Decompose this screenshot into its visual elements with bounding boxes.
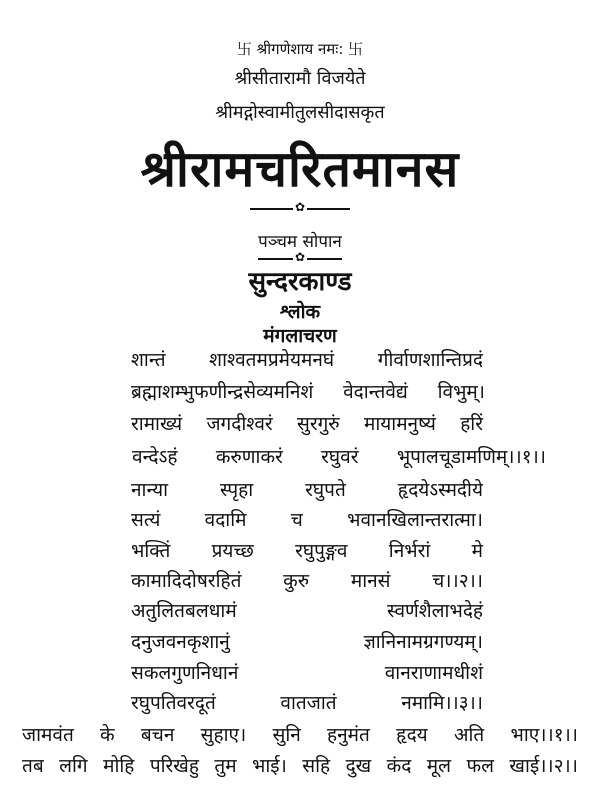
verse-word: च।।२।। [432, 570, 483, 592]
shloka-line [131, 659, 483, 685]
caupai-line [22, 721, 578, 747]
swastika-icon-left: 卐 [236, 40, 252, 58]
visarga-colon: : [338, 40, 344, 58]
kand-heading: सुन्दरकाण्ड [248, 267, 352, 297]
shloka-line [131, 506, 483, 532]
verse-word: अतुलितबलधामं [131, 600, 237, 622]
verse-word: वानराणामधीशं [384, 662, 483, 684]
mangalacharan-heading: मंगलाचरण [263, 325, 337, 347]
verse-word: बचन [140, 724, 175, 746]
verse-word: सुरगुरुं [296, 413, 340, 435]
shloka-line [131, 346, 483, 372]
shloka-line [131, 410, 483, 436]
verse-word: भक्तिं [131, 540, 171, 562]
verse-word: कामादिदोषरहितं [131, 570, 242, 592]
verse-word: भवानखिलान्तरात्मा। [347, 509, 483, 531]
verse-word: तुम [214, 755, 237, 777]
shloka-line [131, 567, 483, 593]
verse-word: रघुपुङ्गव [295, 540, 348, 562]
sopan-heading: पञ्चम सोपान [258, 232, 342, 252]
verse-word: वातजातं [280, 692, 337, 714]
verse-word: रघुवरं [321, 446, 359, 468]
swastika-icon-right: 卐 [348, 40, 364, 58]
verse-word: कुरु [283, 570, 310, 592]
verse-word: हृदयेऽस्मदीये [397, 479, 483, 501]
ornament-divider-1 [250, 202, 350, 214]
shloka-line [131, 597, 483, 623]
verse-word: सकलगुणनिधानं [131, 662, 239, 684]
verse-word: रघुपतिवरदूतं [131, 692, 216, 714]
shloka-line [131, 378, 485, 404]
author-line: श्रीमद्गोस्वामीतुलसीदासकृत [215, 102, 385, 123]
verse-word: नान्या [131, 479, 169, 501]
verse-word: सत्यं [131, 509, 161, 531]
verse-word: रामाख्यं [131, 413, 183, 435]
shloka-line [131, 628, 483, 654]
invocation-text: श्रीगणेशाय नमः [256, 40, 339, 58]
verse-word: निर्भरां [388, 540, 431, 562]
verse-word: सुनि [272, 724, 301, 746]
verse-word: हनुमंत [327, 724, 370, 746]
verse-word: ज्ञानिनामग्रगण्यम्। [363, 631, 483, 653]
verse-word: लगि [59, 755, 88, 777]
verse-word: च [290, 509, 303, 531]
verse-word: मायामनुष्यं [363, 413, 436, 435]
verse-word: स्वर्णशैलाभदेहं [387, 600, 483, 622]
verse-word: वदामि [204, 509, 247, 531]
verse-word: करुणाकरं [215, 446, 283, 468]
verse-word: फल [466, 755, 494, 777]
page-title: श्रीरामचरितमानस [140, 140, 460, 198]
verse-word: प्रयच्छ [211, 540, 254, 562]
verse-word: जामवंत [22, 724, 74, 746]
verse-word: शान्तं [131, 349, 166, 371]
verse-word: शाश्वतमप्रमेयमनघं [209, 349, 335, 371]
verse-word: हृदय [396, 724, 428, 746]
verse-word: रघुपते [305, 479, 346, 501]
verse-word: मे [471, 540, 483, 562]
shlok-label: श्लोक [279, 301, 321, 323]
sitaram-line: श्रीसीतारामौ विजयेते [234, 68, 366, 89]
verse-word: सुहाए। [200, 724, 247, 746]
verse-word: परिखेहु [149, 755, 199, 777]
shloka-line [131, 476, 483, 502]
verse-word: स्पृहा [219, 479, 254, 501]
verse-word: गीर्वाणशान्तिप्रदं [377, 349, 483, 371]
verse-word: नमामि।।३।। [401, 692, 483, 714]
verse-word: अति [453, 724, 485, 746]
verse-word: कंद [386, 755, 412, 777]
verse-word: वेदान्तवेद्यं [343, 381, 408, 403]
shloka-line [131, 689, 483, 715]
verse-word: हरिं [460, 413, 483, 435]
verse-word: ब्रह्माशम्भुफणीन्द्रसेव्यमनिशं [131, 381, 314, 403]
verse-word: तब [22, 755, 44, 777]
verse-word: वन्देऽहं [132, 446, 178, 468]
verse-word: मानसं [350, 570, 391, 592]
verse-word: मूल [426, 755, 452, 777]
shloka-line [132, 443, 546, 469]
invocation-line [0, 38, 600, 59]
verse-word: भाई। [252, 755, 287, 777]
flower-icon: ✿ [294, 250, 306, 264]
verse-word: जगदीश्वरं [206, 413, 273, 435]
caupai-line [22, 752, 578, 778]
verse-word: दुख [345, 755, 372, 777]
verse-word: खाई।।२।। [509, 755, 578, 777]
flower-icon: ✿ [294, 200, 306, 214]
verse-word: मोहि [103, 755, 135, 777]
verse-word: के [100, 724, 115, 746]
verse-word: विभुम्। [437, 381, 485, 403]
shloka-line [131, 537, 483, 563]
verse-word: दनुजवनकृशानुं [131, 631, 230, 653]
verse-word: भाए।।१।। [510, 724, 578, 746]
verse-word: सहि [302, 755, 331, 777]
verse-word: भूपालचूडामणिम्।।१।। [396, 446, 546, 468]
